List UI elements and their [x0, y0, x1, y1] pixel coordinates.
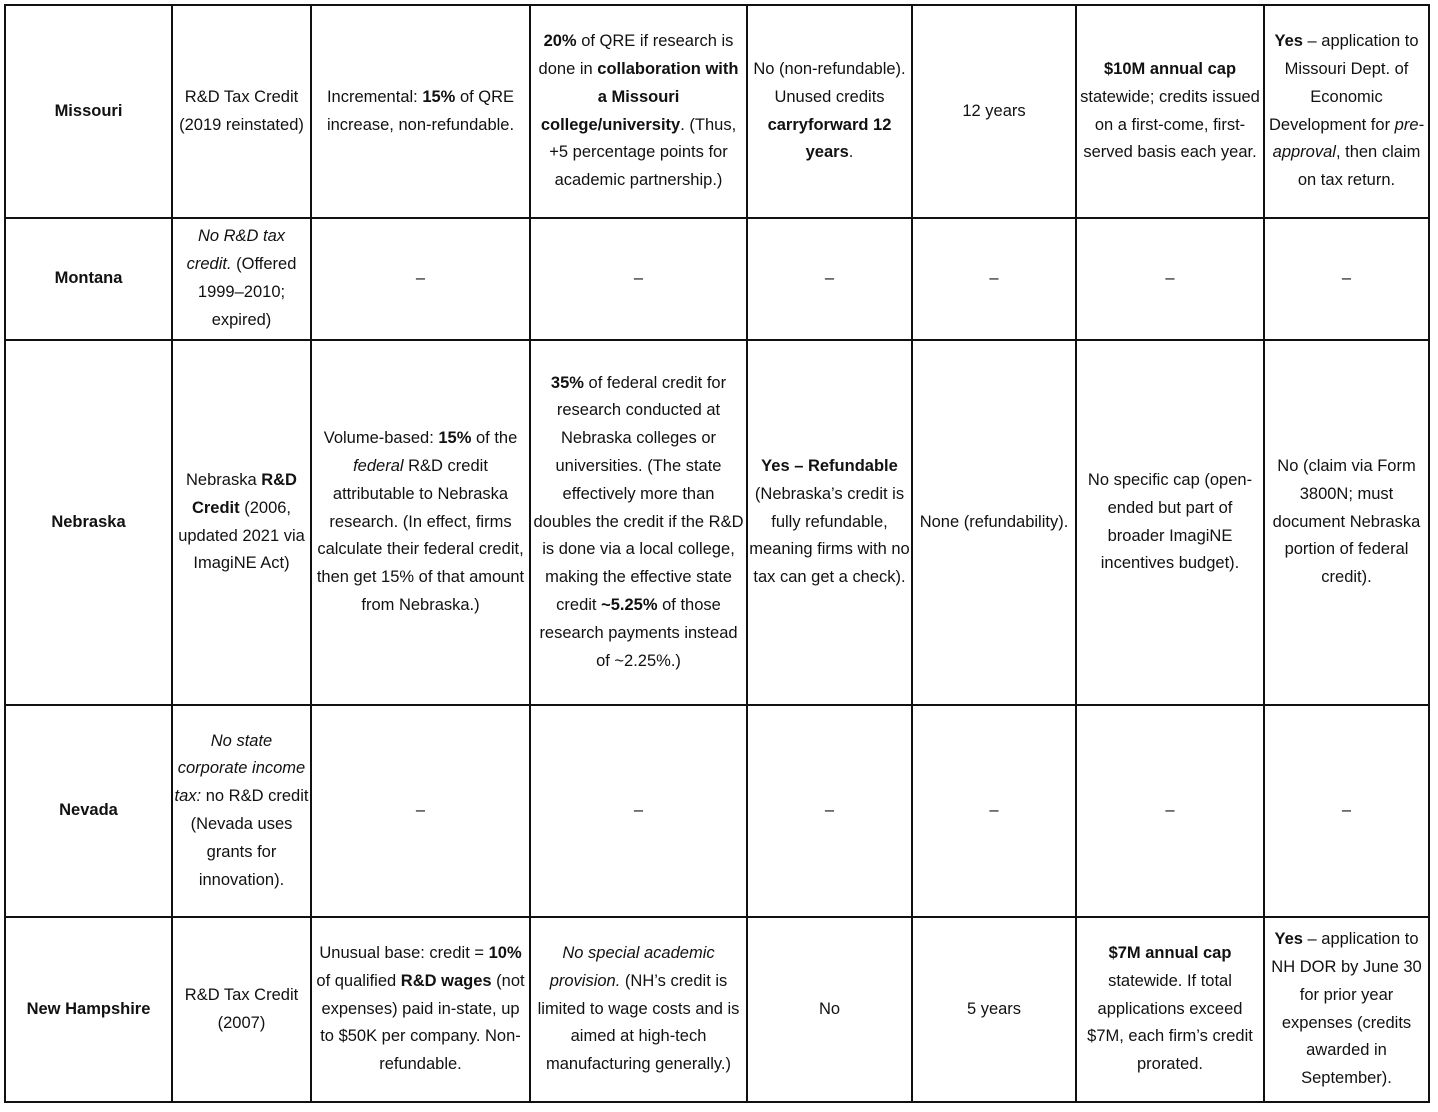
cell-text: (not expenses) paid in-state, up to $50K per company. Non-refundable.	[320, 971, 525, 1074]
italic-text: No R&D tax credit.	[186, 227, 286, 274]
carryforward-cell	[912, 218, 1076, 340]
cell-text: of QRE if research is done in	[538, 32, 734, 78]
bold-text: $7M annual cap	[1108, 944, 1232, 962]
base-cell	[311, 917, 530, 1102]
bold-text: collaboration with a Missouri college/university	[540, 59, 739, 134]
bold-text: $10M annual cap	[1103, 59, 1237, 78]
bold-text: Yes	[1274, 930, 1303, 949]
state-name: Montana	[5, 218, 172, 340]
bold-text: R&D wages	[400, 971, 492, 990]
carryforward-cell	[912, 340, 1076, 705]
state-name: Missouri	[5, 5, 172, 218]
cell-text: No (claim via Form 3800N; must document Nebraska portion of federal credit).	[1272, 457, 1421, 587]
table-row	[5, 917, 1429, 1102]
refundable-cell	[747, 218, 912, 340]
program-cell	[172, 917, 311, 1102]
bold-text: 15%	[422, 87, 456, 106]
cell-text: –	[989, 269, 999, 288]
base-cell	[311, 218, 530, 340]
preapproval-cell	[1264, 5, 1429, 218]
state-name: Nevada	[5, 705, 172, 917]
refundable-cell	[747, 917, 912, 1102]
italic-text: federal	[353, 457, 404, 475]
cell-text: statewide. If total applications exceed $7M, each firm’s credit prorated.	[1087, 971, 1253, 1074]
cell-text: –	[415, 269, 426, 288]
cell-text: Volume-based:	[323, 429, 439, 448]
cell-text: (2006, updated 2021 via ImagiNE Act)	[178, 498, 305, 573]
cell-text: of qualified	[316, 971, 401, 990]
refundable-cell	[747, 340, 912, 705]
preapproval-cell	[1264, 917, 1429, 1102]
cell-text: Nebraska	[186, 470, 262, 489]
academic-cell	[530, 917, 747, 1102]
refundable-cell	[747, 5, 912, 218]
cap-cell	[1076, 5, 1264, 218]
cap-cell	[1076, 218, 1264, 340]
cell-text: –	[824, 269, 835, 288]
base-cell	[311, 705, 530, 917]
cell-text: –	[1165, 269, 1175, 288]
cell-text: Incremental:	[326, 87, 423, 106]
bold-text: ~5.25%	[601, 595, 658, 614]
cell-text: No	[818, 999, 841, 1018]
cell-text: – application to Missouri Dept. of Economic Development for	[1269, 32, 1419, 134]
bold-text: 35%	[550, 373, 584, 392]
cell-text: –	[824, 801, 835, 820]
bold-text: 15%	[438, 429, 472, 448]
cell-text: of the	[471, 429, 518, 448]
carryforward-cell	[912, 705, 1076, 917]
cell-text: None (refundability).	[919, 512, 1069, 531]
cell-text: statewide; credits issued on a first-come, first-served basis each year.	[1080, 87, 1260, 162]
cap-cell	[1076, 917, 1264, 1102]
cell-text: – application to NH DOR by June 30 for prior year expenses (credits awarded in September).	[1271, 930, 1422, 1088]
cell-text: .	[848, 143, 854, 162]
cell-text: . (Thus, +5 percentage points for academic partnership.)	[549, 115, 737, 190]
cell-text: (Nebraska’s credit is fully refundable, meaning firms with no tax can get a check).	[749, 484, 910, 587]
bold-text: 10%	[488, 944, 522, 962]
base-cell	[311, 5, 530, 218]
cell-text: –	[633, 801, 644, 820]
cell-text: –	[633, 269, 644, 288]
academic-cell	[530, 5, 747, 218]
cell-text: of federal credit for research conducted at Nebraska colleges or universities. (The state effectively more than doubles the credit if the R&D is done via a local college, making the effective state credit	[533, 373, 744, 614]
cell-text: –	[1341, 269, 1352, 288]
bold-text: carryforward 12 years	[767, 115, 892, 162]
cap-cell	[1076, 340, 1264, 705]
program-cell	[172, 5, 311, 218]
cell-text: R&D credit attributable to Nebraska research. (In effect, firms calculate their federal credit, then get 15% of that amount from Nebraska.)	[316, 457, 525, 614]
academic-cell	[530, 705, 747, 917]
cell-text: R&D Tax Credit (2007)	[184, 985, 299, 1032]
cell-text: –	[415, 801, 426, 820]
state-name: New Hampshire	[5, 917, 172, 1102]
cell-text: –	[989, 801, 999, 820]
bold-text: Yes – Refundable	[761, 457, 898, 475]
table-row	[5, 340, 1429, 705]
italic-text: No state corporate income tax:	[174, 731, 306, 806]
cell-text: of those research payments instead of ~2.25%.)	[539, 595, 738, 670]
rd-credit-table	[4, 4, 1430, 1103]
bold-text: 20%	[543, 32, 577, 51]
cell-text: –	[1341, 801, 1352, 820]
cell-text: , then claim on tax return.	[1297, 143, 1421, 190]
carryforward-cell	[912, 5, 1076, 218]
cell-text: (NH’s credit is limited to wage costs and is aimed at high-tech manufacturing generally.)	[537, 971, 740, 1074]
program-cell	[172, 218, 311, 340]
cell-text: No (non-refundable). Unused credits	[753, 59, 906, 106]
preapproval-cell	[1264, 218, 1429, 340]
cell-text: of QRE increase, non-refundable.	[326, 87, 515, 134]
program-cell	[172, 705, 311, 917]
cell-text: no R&D credit (Nevada uses grants for innovation).	[190, 787, 309, 889]
preapproval-cell	[1264, 705, 1429, 917]
cell-text: –	[1165, 801, 1175, 820]
base-cell	[311, 340, 530, 705]
italic-text: pre-approval	[1272, 115, 1424, 162]
table-row	[5, 218, 1429, 340]
academic-cell	[530, 340, 747, 705]
program-cell	[172, 340, 311, 705]
cell-text: Unusual base: credit =	[319, 944, 489, 962]
cell-text: (Offered 1999–2010; expired)	[197, 255, 297, 329]
academic-cell	[530, 218, 747, 340]
cell-text: 12 years	[962, 101, 1026, 120]
cell-text: No specific cap (open-ended but part of broader ImagiNE incentives budget).	[1087, 470, 1253, 573]
table-row	[5, 5, 1429, 218]
bold-text: Yes	[1274, 32, 1303, 51]
cap-cell	[1076, 705, 1264, 917]
state-name: Nebraska	[5, 340, 172, 705]
table-row	[5, 705, 1429, 917]
cell-text: 5 years	[966, 999, 1022, 1018]
bold-text: R&D Credit	[191, 470, 297, 517]
italic-text: No special academic provision.	[549, 944, 715, 990]
carryforward-cell	[912, 917, 1076, 1102]
cell-text: R&D Tax Credit (2019 reinstated)	[179, 87, 304, 134]
preapproval-cell	[1264, 340, 1429, 705]
refundable-cell	[747, 705, 912, 917]
